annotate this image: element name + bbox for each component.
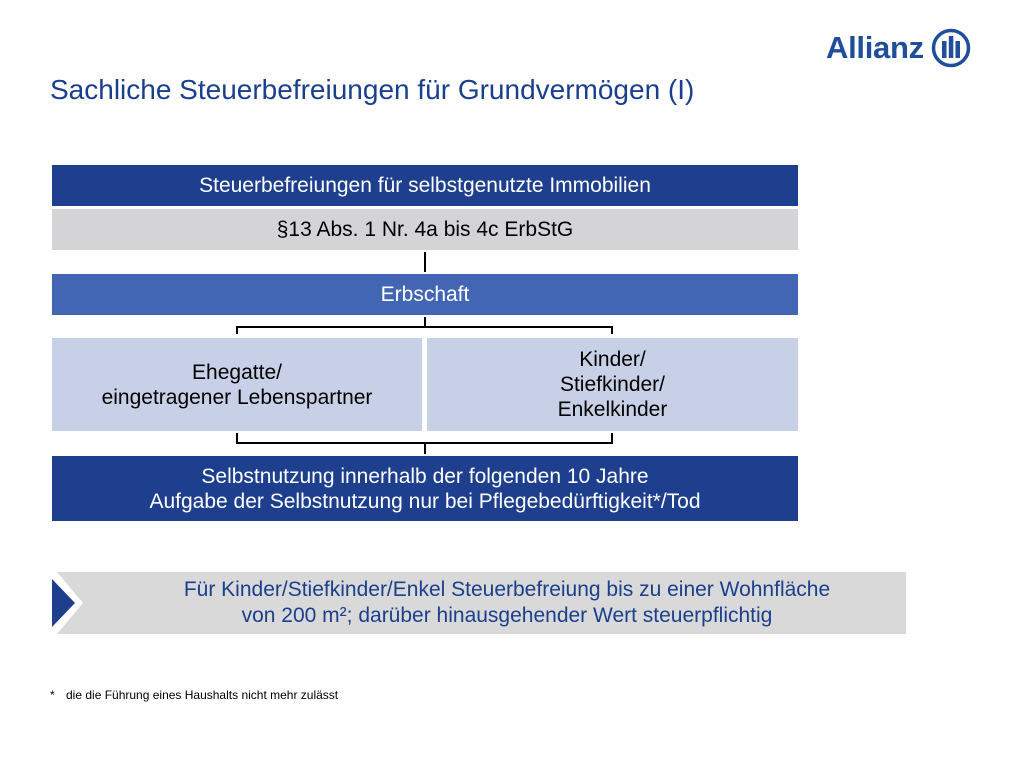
callout-text: Für Kinder/Stiefkinder/Enkel Steuerbefreiung bis zu einer Wohnfläche von 200 m²; darüber hinausgehender Wert steuerpflichtig (183, 578, 831, 627)
callout-box (52, 572, 906, 634)
footnote-text: die die Führung eines Haushalts nicht mehr zulässt (66, 688, 339, 702)
spouse-box: Ehegatte/ eingetragener Lebenspartner (52, 338, 422, 431)
page-title: Sachliche Steuerbefreiungen für Grundvermögen (I) (50, 74, 695, 105)
law-box: §13 Abs. 1 Nr. 4a bis 4c ErbStG (52, 209, 798, 250)
condition-box: Selbstnutzung innerhalb der folgenden 10 Jahre Aufgabe der Selbstnutzung nur bei Pflegebedürftigkeit*/Tod (52, 456, 798, 521)
children-box: Kinder/ Stiefkinder/ Enkelkinder (427, 338, 798, 431)
logo-text: Allianz (826, 30, 924, 65)
footnote (50, 688, 338, 702)
footnote-marker: * (50, 688, 55, 702)
header-box: Steuerbefreiungen für selbstgenutzte Immobilien (52, 165, 798, 206)
chevron-right-icon (52, 572, 92, 634)
inheritance-box: Erbschaft (52, 274, 798, 315)
